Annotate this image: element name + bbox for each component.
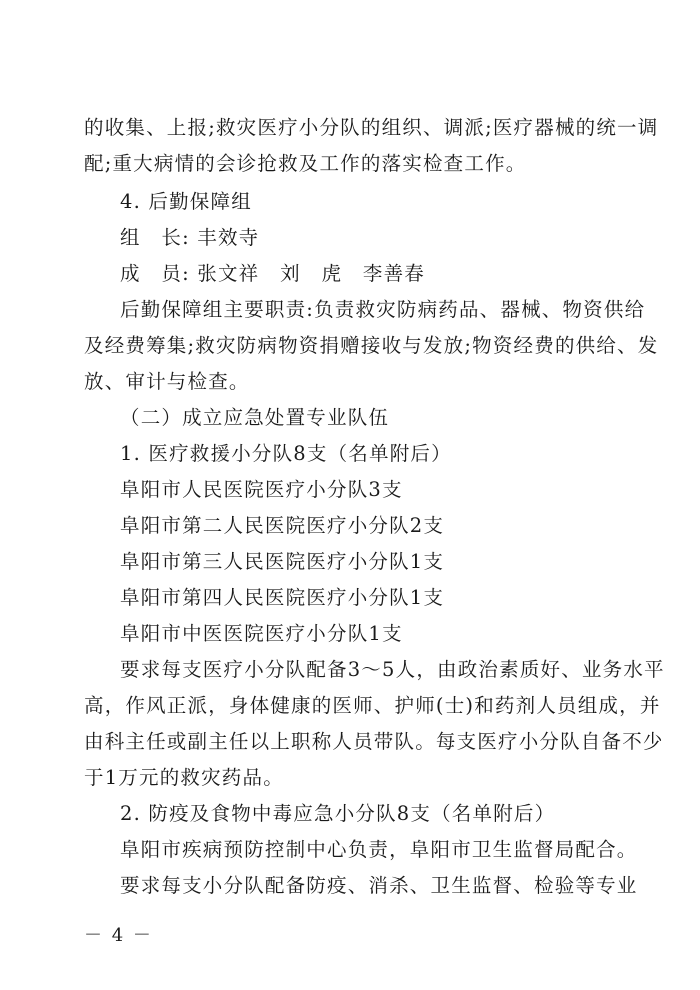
list-item: 阜阳市第四人民医院医疗小分队1支 (120, 586, 445, 609)
team-leader-line: 组 长: 丰效寺 (120, 226, 260, 249)
section-heading: 4. 后勤保障组 (120, 190, 252, 213)
subsection-heading: （二）成立应急处置专业队伍 (120, 406, 390, 429)
list-item: 阜阳市人民医院医疗小分队3支 (120, 478, 403, 501)
body-line: 放、审计与检查。 (84, 370, 250, 393)
body-line: 配;重大病情的会诊抢救及工作的落实检查工作。 (84, 152, 527, 175)
list-item: 阜阳市第三人民医院医疗小分队1支 (120, 550, 445, 573)
team-members-line: 成 员: 张文祥 刘 虎 李善春 (120, 262, 425, 285)
body-line: 后勤保障组主要职责:负责救灾防病药品、器械、物资供给 (120, 298, 646, 321)
page-number: － 4 － (84, 925, 153, 946)
body-line: 由科主任或副主任以上职称人员带队。每支医疗小分队自备不少 (84, 730, 664, 753)
body-line: 阜阳市疾病预防控制中心负责，阜阳市卫生监督局配合。 (120, 838, 638, 861)
body-line: 要求每支医疗小分队配备3～5人，由政治素质好、业务水平 (120, 658, 665, 681)
body-line: 于1万元的救灾药品。 (84, 766, 284, 789)
body-line: 要求每支小分队配备防疫、消杀、卫生监督、检验等专业 (120, 874, 638, 897)
list-item: 阜阳市中医医院医疗小分队1支 (120, 622, 403, 645)
body-line: 高，作风正派，身体健康的医师、护师(士)和药剂人员组成，并 (84, 694, 661, 717)
body-line: 的收集、上报;救灾医疗小分队的组织、调派;医疗器械的统一调 (84, 116, 659, 139)
list-item: 阜阳市第二人民医院医疗小分队2支 (120, 514, 445, 537)
section-heading: 2. 防疫及食物中毒应急小分队8支（名单附后） (120, 802, 556, 825)
section-heading: 1. 医疗救援小分队8支（名单附后） (120, 442, 452, 465)
body-line: 及经费筹集;救灾防病物资捐赠接收与发放;物资经费的供给、发 (84, 334, 659, 357)
